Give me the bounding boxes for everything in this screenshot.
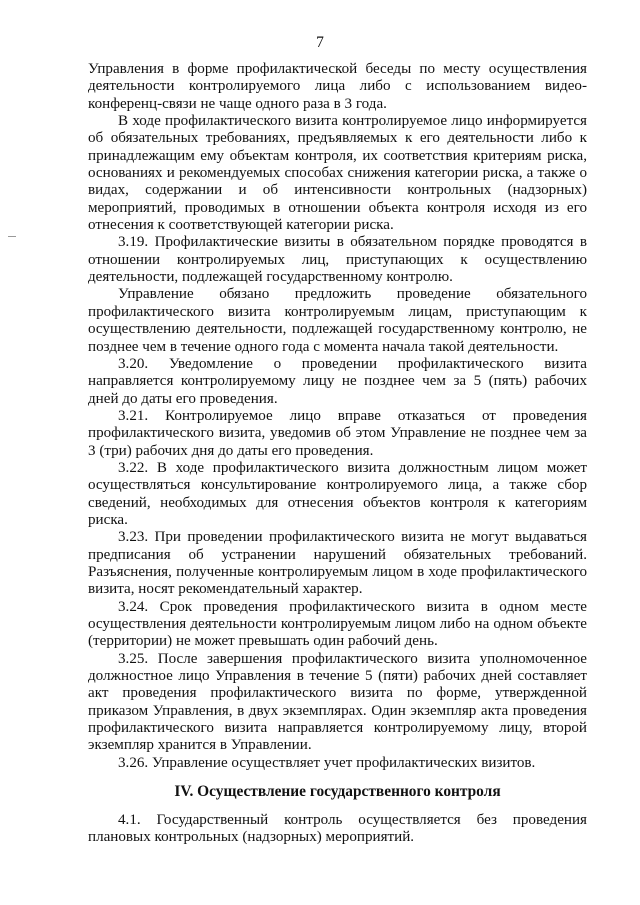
page-number: 7	[316, 34, 324, 51]
paragraph-3-23: 3.23. При проведении профилактического визита не могут выдаваться предписания об устранении нарушений обязательных требований. Разъяснения, полученные контролируемым лицом в ходе профилактического визита, носят рекомендательный характер.	[88, 529, 587, 598]
paragraph-3-24: 3.24. Срок проведения профилактического визита в одном месте осуществления деятельности контролируемым лицом либо на одном объекте (территории) не может превышать один рабочий день.	[88, 598, 587, 650]
paragraph-3-20: 3.20. Уведомление о проведении профилактического визита направляется контролируемому лицу не позднее чем за 5 (пять) рабочих дней до даты его проведения.	[88, 355, 587, 407]
paragraph-3-25: 3.25. После завершения профилактического визита уполномоченное должностное лицо Управления в течение 5 (пяти) рабочих дней составляет акт проведения профилактического визита по форме, утвержденной приказом Управления, в двух экземплярах. Один экземпляр акта проведения профилактического визита направляется контролируемому лицу, второй экземпляр хранится в Управлении.	[88, 650, 587, 754]
margin-mark	[8, 236, 16, 237]
paragraph-3-21: 3.21. Контролируемое лицо вправе отказаться от проведения профилактического визита, уведомив об этом Управление не позднее чем за 3 (три) рабочих дня до даты его проведения.	[88, 407, 587, 459]
paragraph-continuation: Управления в форме профилактической беседы по месту осуществления деятельности контролируемого лица либо с использованием видео-конференц-связи не чаще одного раза в 3 года.	[88, 61, 587, 112]
document-body	[88, 61, 587, 847]
paragraph-3-19: 3.19. Профилактические визиты в обязательном порядке проводятся в отношении контролируемых лиц, приступающих к осуществлению деятельности, подлежащей государственному контролю.	[88, 234, 587, 286]
paragraph-3-26: 3.26. Управление осуществляет учет профилактических визитов.	[118, 754, 536, 771]
paragraph-4-1: 4.1. Государственный контроль осуществляется без проведения плановых контрольных (надзорных) мероприятий.	[88, 812, 587, 846]
section-heading: IV. Осуществление государственного контроля	[174, 783, 501, 801]
paragraph-3-22: 3.22. В ходе профилактического визита должностным лицом может осуществляться консультирование контролируемого лица, а также сбор сведений, необходимых для отнесения объектов контроля к категориям риска.	[88, 459, 587, 528]
paragraph-visit-information: В ходе профилактического визита контролируемое лицо информируется об обязательных требованиях, предъявляемых к его деятельности либо к принадлежащим ему объектам контроля, их соответствия критериям риска, основаниях и рекомендуемых способах снижения категории риска, а также о видах, содержании и об интенсивности контрольных (надзорных) мероприятий, проводимых в отношении объекта контроля исходя из его отнесения к соответствующей категории риска.	[88, 113, 587, 234]
paragraph-mandatory-offer: Управление обязано предложить проведение обязательного профилактического визита контролируемым лицам, приступающим к осуществлению деятельности, подлежащей государственному контролю, не позднее чем в течение одного года с момента начала такой деятельности.	[88, 286, 587, 355]
